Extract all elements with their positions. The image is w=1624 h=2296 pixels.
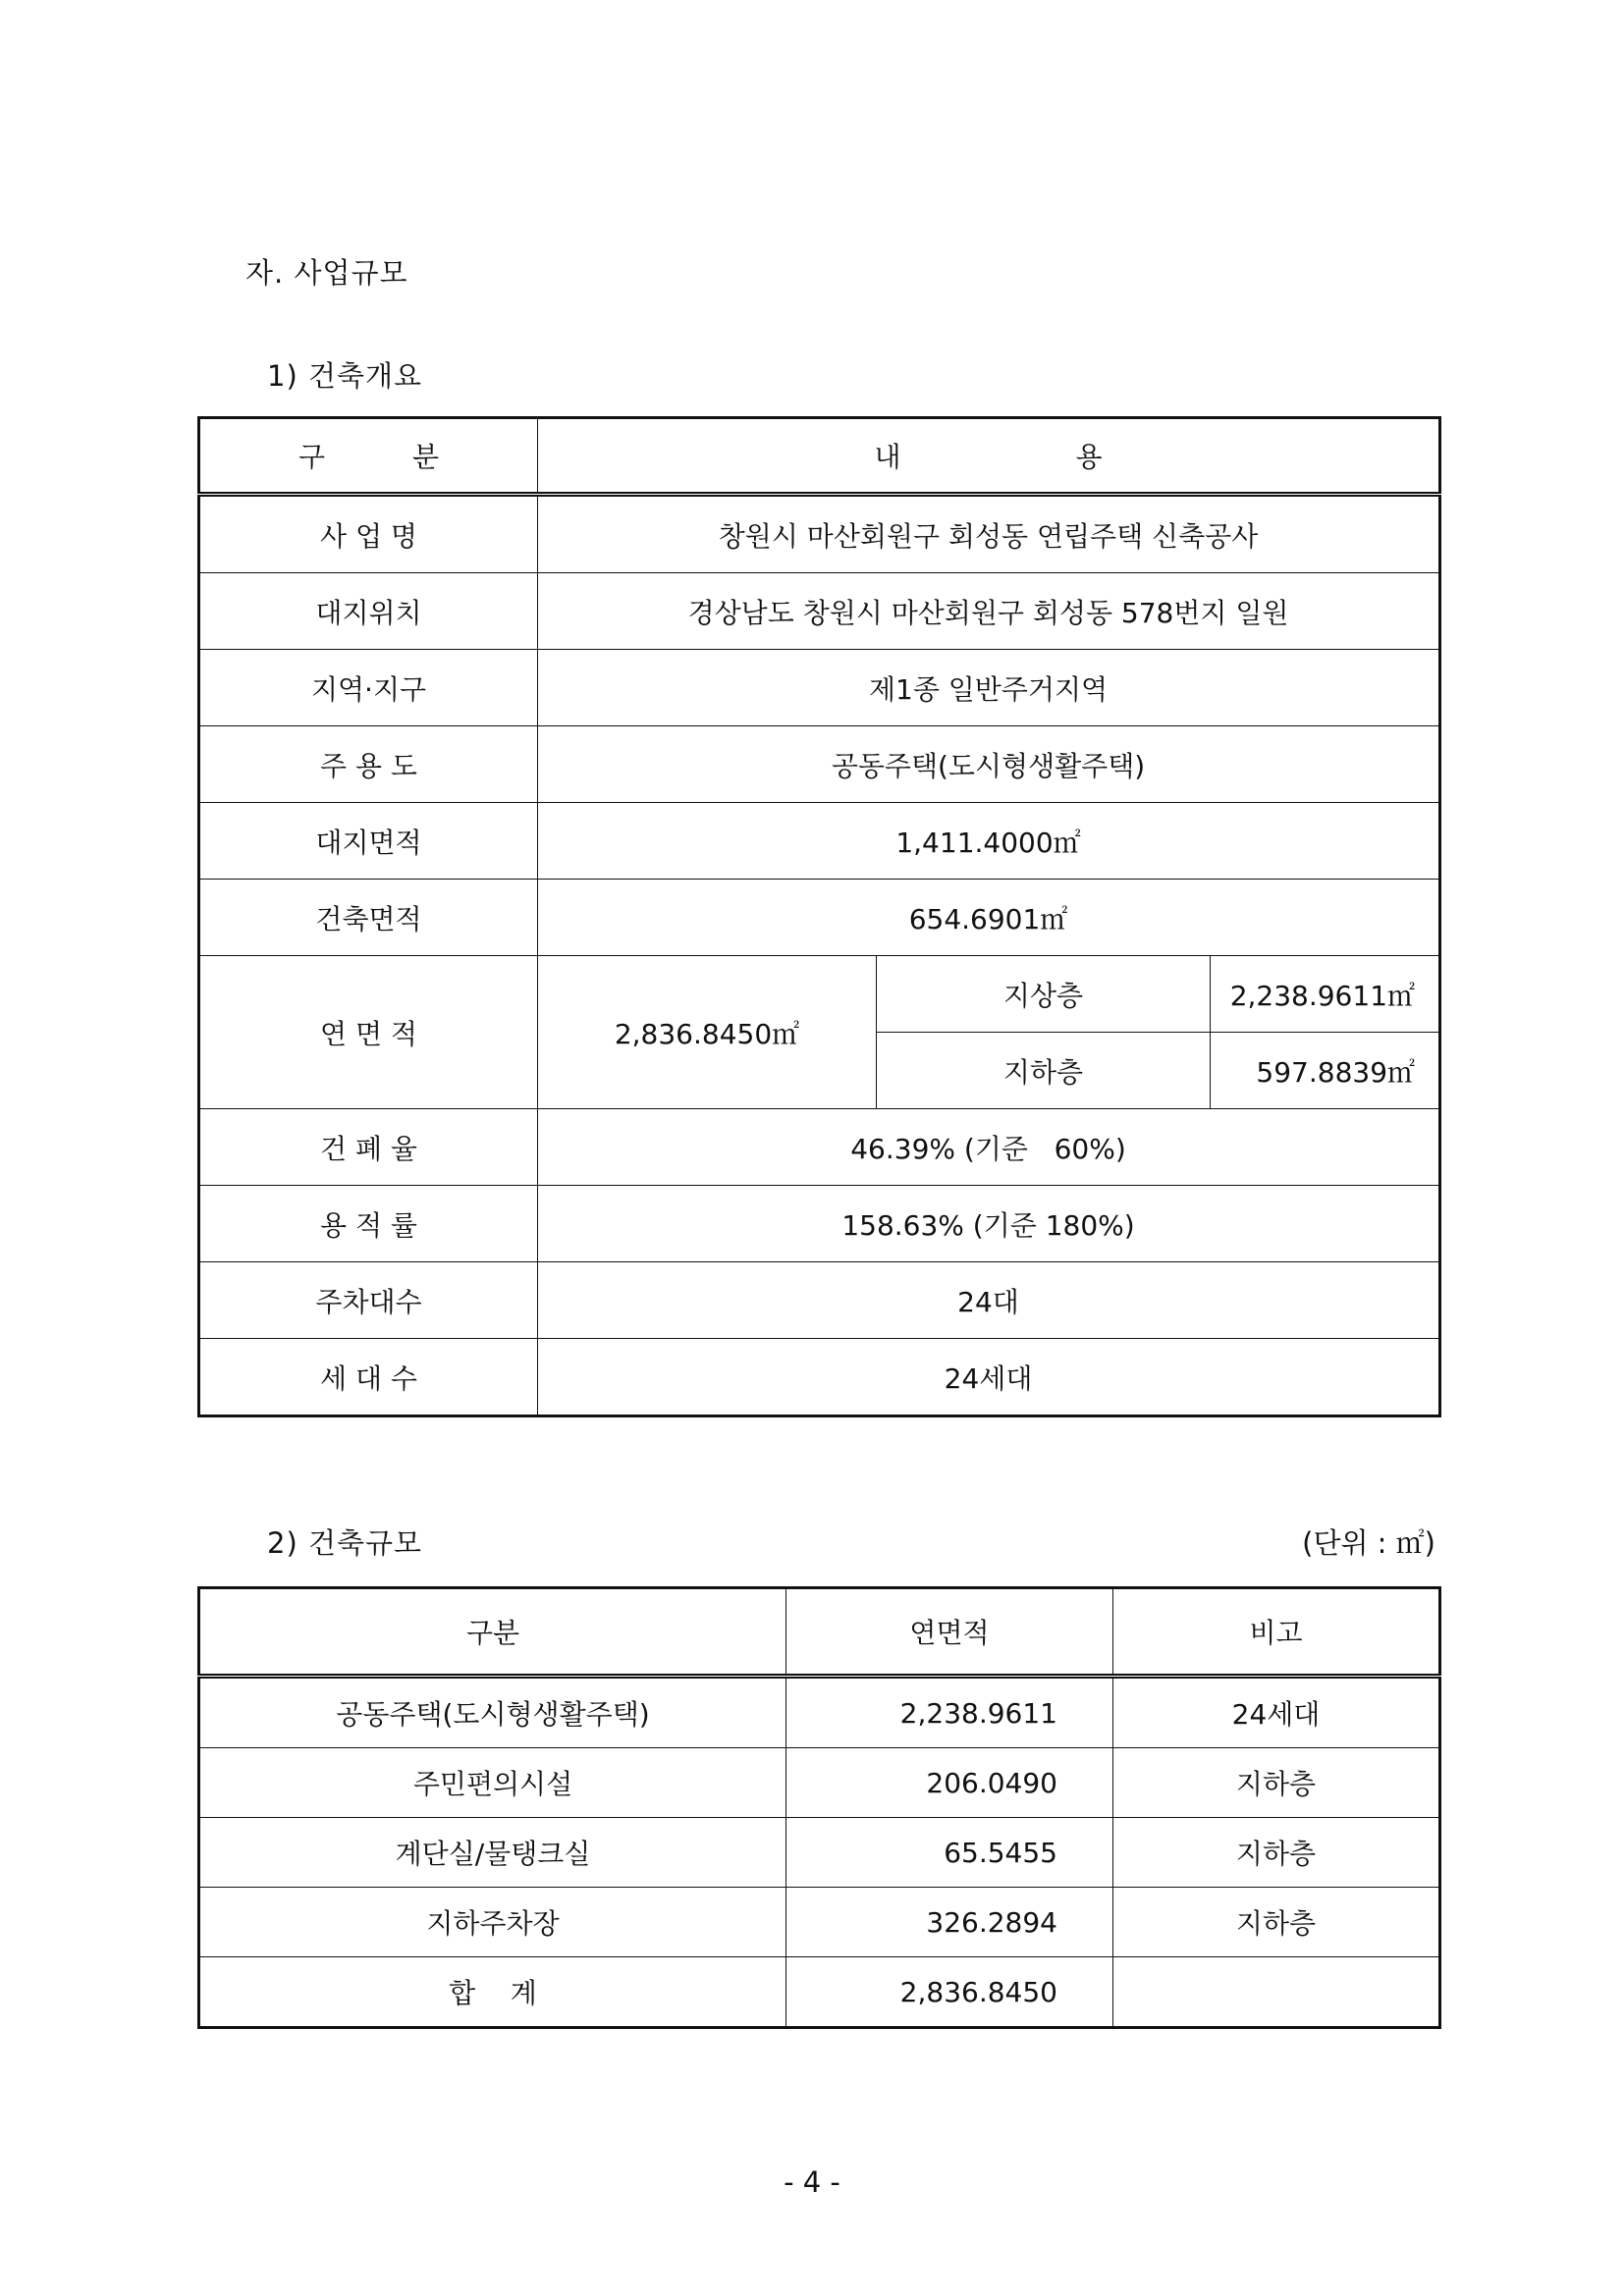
table-row bbox=[199, 1888, 1440, 1957]
table-row bbox=[199, 1339, 1440, 1416]
row-area: 326.2894 bbox=[786, 1888, 1113, 1957]
row-name: 계단실/물탱크실 bbox=[199, 1818, 786, 1888]
row-label: 주차대수 bbox=[199, 1262, 538, 1339]
floor-area-ratio-value: 158.63% (기준 180%) bbox=[538, 1186, 1440, 1262]
header-note: 비고 bbox=[1113, 1588, 1440, 1677]
building-scale-table bbox=[197, 1586, 1441, 2029]
row-label: 대지면적 bbox=[199, 803, 538, 880]
row-label: 연 면 적 bbox=[199, 956, 538, 1109]
households-value: 24세대 bbox=[538, 1339, 1440, 1416]
row-area: 2,238.9611 bbox=[786, 1677, 1113, 1748]
row-label: 세 대 수 bbox=[199, 1339, 538, 1416]
row-label: 지역·지구 bbox=[199, 650, 538, 726]
site-area-value: 1,411.4000㎡ bbox=[538, 803, 1440, 880]
header-gross-area: 연면적 bbox=[786, 1588, 1113, 1677]
project-name-value: 창원시 마산회원구 회성동 연립주택 신축공사 bbox=[538, 495, 1440, 573]
table-row bbox=[199, 495, 1440, 573]
total-row bbox=[199, 1957, 1440, 2028]
table-row bbox=[199, 1262, 1440, 1339]
overview-heading: 1) 건축개요 bbox=[267, 359, 423, 393]
row-name: 지하주차장 bbox=[199, 1888, 786, 1957]
main-use-value: 공동주택(도시형생활주택) bbox=[538, 726, 1440, 803]
table-row bbox=[199, 650, 1440, 726]
scale-heading: 2) 건축규모 bbox=[267, 1526, 423, 1560]
building-overview-table bbox=[197, 416, 1441, 1417]
table-row bbox=[199, 803, 1440, 880]
row-label: 건축면적 bbox=[199, 880, 538, 956]
row-label: 사 업 명 bbox=[199, 495, 538, 573]
table-row bbox=[199, 1818, 1440, 1888]
gross-floor-area-total: 2,836.8450㎡ bbox=[538, 956, 877, 1109]
row-label: 용 적 률 bbox=[199, 1186, 538, 1262]
total-note bbox=[1113, 1957, 1440, 2028]
section-heading: 자. 사업규모 bbox=[245, 256, 408, 290]
table-row bbox=[199, 880, 1440, 956]
table-header-row bbox=[199, 418, 1440, 495]
row-note: 지하층 bbox=[1113, 1818, 1440, 1888]
row-area: 65.5455 bbox=[786, 1818, 1113, 1888]
table-row bbox=[199, 956, 1440, 1033]
total-area: 2,836.8450 bbox=[786, 1957, 1113, 2028]
row-label: 대지위치 bbox=[199, 573, 538, 650]
table-header-row bbox=[199, 1588, 1440, 1677]
row-name: 공동주택(도시형생활주택) bbox=[199, 1677, 786, 1748]
row-note: 24세대 bbox=[1113, 1677, 1440, 1748]
coverage-ratio-value: 46.39% (기준 60%) bbox=[538, 1109, 1440, 1186]
below-ground-label: 지하층 bbox=[877, 1033, 1211, 1109]
total-label: 합 계 bbox=[199, 1957, 786, 2028]
header-category: 구분 bbox=[199, 1588, 786, 1677]
header-content: 내 용 bbox=[538, 418, 1440, 495]
table-row bbox=[199, 1677, 1440, 1748]
unit-label: (단위 : ㎡) bbox=[1302, 1526, 1435, 1560]
row-note: 지하층 bbox=[1113, 1888, 1440, 1957]
zone-value: 제1종 일반주거지역 bbox=[538, 650, 1440, 726]
above-ground-label: 지상층 bbox=[877, 956, 1211, 1033]
table-row bbox=[199, 1109, 1440, 1186]
row-area: 206.0490 bbox=[786, 1748, 1113, 1818]
table-row bbox=[199, 573, 1440, 650]
site-location-value: 경상남도 창원시 마산회원구 회성동 578번지 일원 bbox=[538, 573, 1440, 650]
row-note: 지하층 bbox=[1113, 1748, 1440, 1818]
table-row bbox=[199, 1748, 1440, 1818]
table-row bbox=[199, 1186, 1440, 1262]
table-row bbox=[199, 726, 1440, 803]
row-name: 주민편의시설 bbox=[199, 1748, 786, 1818]
row-label: 건 폐 율 bbox=[199, 1109, 538, 1186]
below-ground-value: 597.8839㎡ bbox=[1211, 1033, 1440, 1109]
row-label: 주 용 도 bbox=[199, 726, 538, 803]
building-area-value: 654.6901㎡ bbox=[538, 880, 1440, 956]
header-category: 구 분 bbox=[199, 418, 538, 495]
above-ground-value: 2,238.9611㎡ bbox=[1211, 956, 1440, 1033]
page-number: - 4 - bbox=[784, 2165, 840, 2199]
parking-value: 24대 bbox=[538, 1262, 1440, 1339]
